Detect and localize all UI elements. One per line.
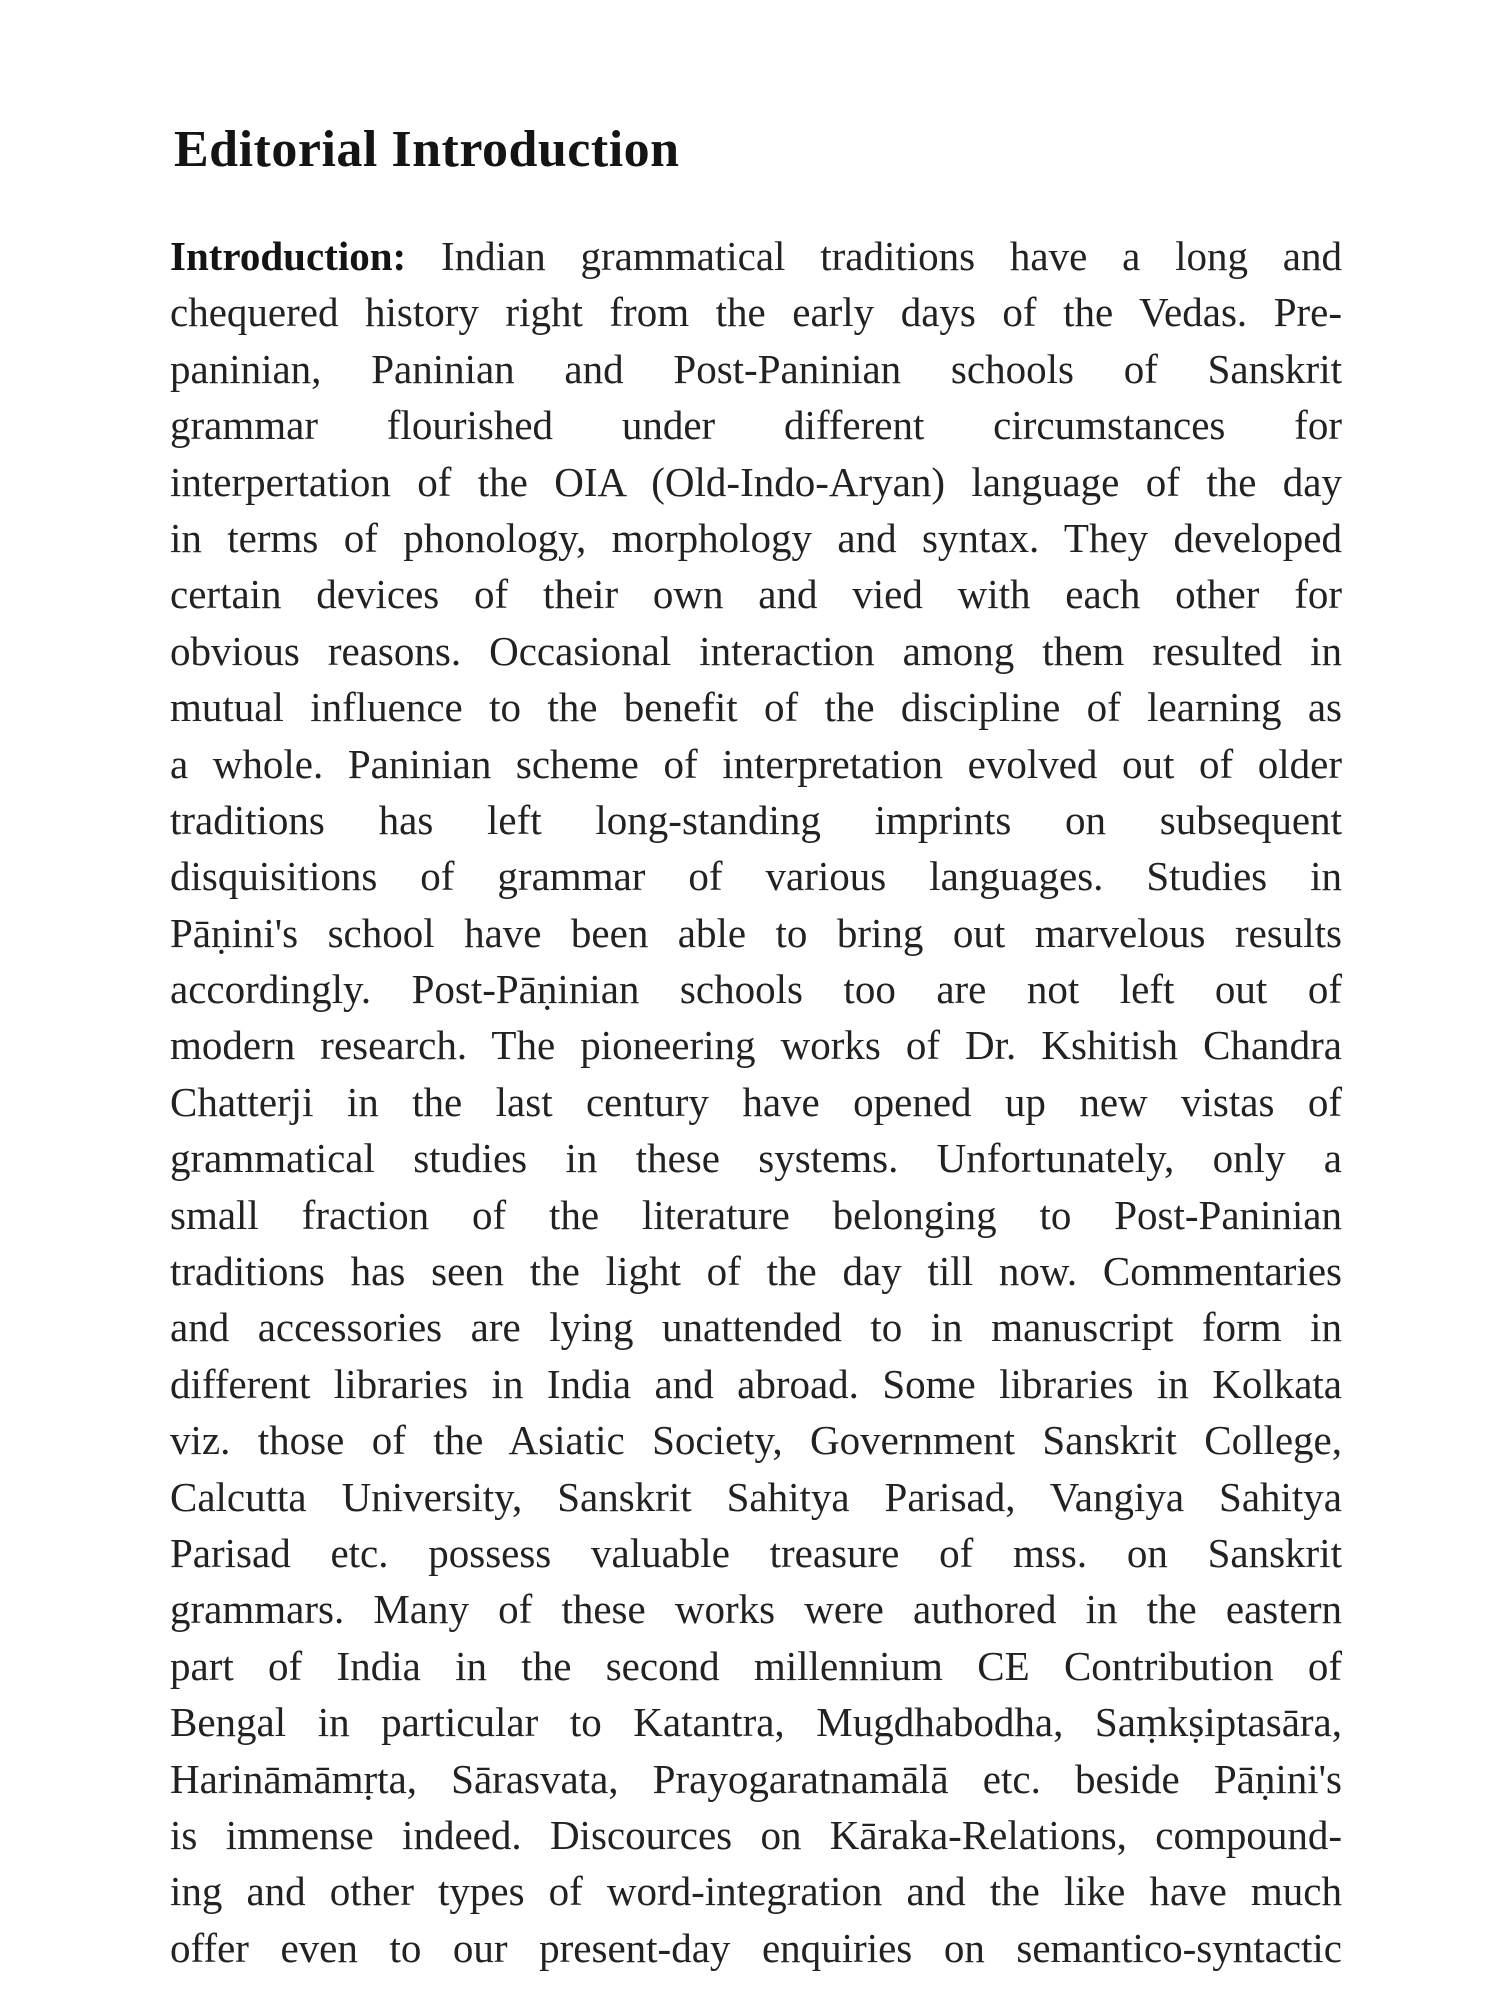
- text-line-12: disquisitions of grammar of various languages. Studies in: [170, 853, 1342, 900]
- text-line-31: offer even to our present-day enquiries on semantico-syntactic: [170, 1924, 1342, 1971]
- text-line-17: grammatical studies in these systems. Unfortunately, only a: [170, 1135, 1342, 1182]
- text-line-9: mutual influence to the benefit of the discipline of learning as: [170, 684, 1342, 731]
- text-line-14: accordingly. Post-Pāṇinian schools too are not left out of: [170, 966, 1342, 1013]
- text-line-23: Calcutta University, Sanskrit Sahitya Parisad, Vangiya Sahitya: [170, 1473, 1342, 1520]
- intro-label: Introduction:: [170, 233, 407, 279]
- text-line-28: Harināmāmṛta, Sārasvata, Prayogaratnamālā etc. beside Pāṇini's: [170, 1755, 1342, 1802]
- text-line-26: part of India in the second millennium CE Contribution of: [170, 1642, 1342, 1689]
- text-line-13: Pāṇini's school have been able to bring out marvelous results: [170, 909, 1342, 956]
- text-line-30: ing and other types of word-integration and the like have much: [170, 1868, 1342, 1915]
- text-line-7: certain devices of their own and vied with each other for: [170, 571, 1342, 618]
- text-line-4: grammar flourished under different circumstances for: [170, 402, 1342, 449]
- text-line-8: obvious reasons. Occasional interaction among them resulted in: [170, 627, 1342, 674]
- text-line-3: paninian, Paninian and Post-Paninian schools of Sanskrit: [170, 345, 1342, 392]
- text-line-11: traditions has left long-standing imprints on subsequent: [170, 796, 1342, 843]
- text-line-10: a whole. Paninian scheme of interpretation evolved out of older: [170, 740, 1342, 787]
- text-line-24: Parisad etc. possess valuable treasure of mss. on Sanskrit: [170, 1529, 1342, 1576]
- text-line-18: small fraction of the literature belonging to Post-Paninian: [170, 1191, 1342, 1238]
- text-line-21: different libraries in India and abroad. Some libraries in Kolkata: [170, 1360, 1342, 1407]
- text-line-27: Bengal in particular to Katantra, Mugdhabodha, Saṃkṣiptasāra,: [170, 1699, 1342, 1746]
- text-line-1-content: Indian grammatical traditions have a long and: [406, 233, 1342, 279]
- text-line-25: grammars. Many of these works were authored in the eastern: [170, 1586, 1342, 1633]
- text-line-2: chequered history right from the early days of the Vedas. Pre-: [170, 289, 1342, 336]
- page-title: Editorial Introduction: [174, 121, 680, 178]
- text-line-1: [170, 228, 1342, 284]
- text-line-29: is immense indeed. Discources on Kāraka-Relations, compound-: [170, 1811, 1342, 1858]
- text-line-19: traditions has seen the light of the day till now. Commentaries: [170, 1248, 1342, 1295]
- text-line-15: modern research. The pioneering works of Dr. Kshitish Chandra: [170, 1022, 1342, 1069]
- text-line-5: interpertation of the OIA (Old-Indo-Aryan) language of the day: [170, 458, 1342, 505]
- body-paragraph: [170, 228, 1342, 1976]
- text-line-16: Chatterji in the last century have opened up new vistas of: [170, 1078, 1342, 1125]
- text-line-6: in terms of phonology, morphology and syntax. They developed: [170, 514, 1342, 561]
- text-line-22: viz. those of the Asiatic Society, Government Sanskrit College,: [170, 1417, 1342, 1464]
- text-line-20: and accessories are lying unattended to in manuscript form in: [170, 1304, 1342, 1351]
